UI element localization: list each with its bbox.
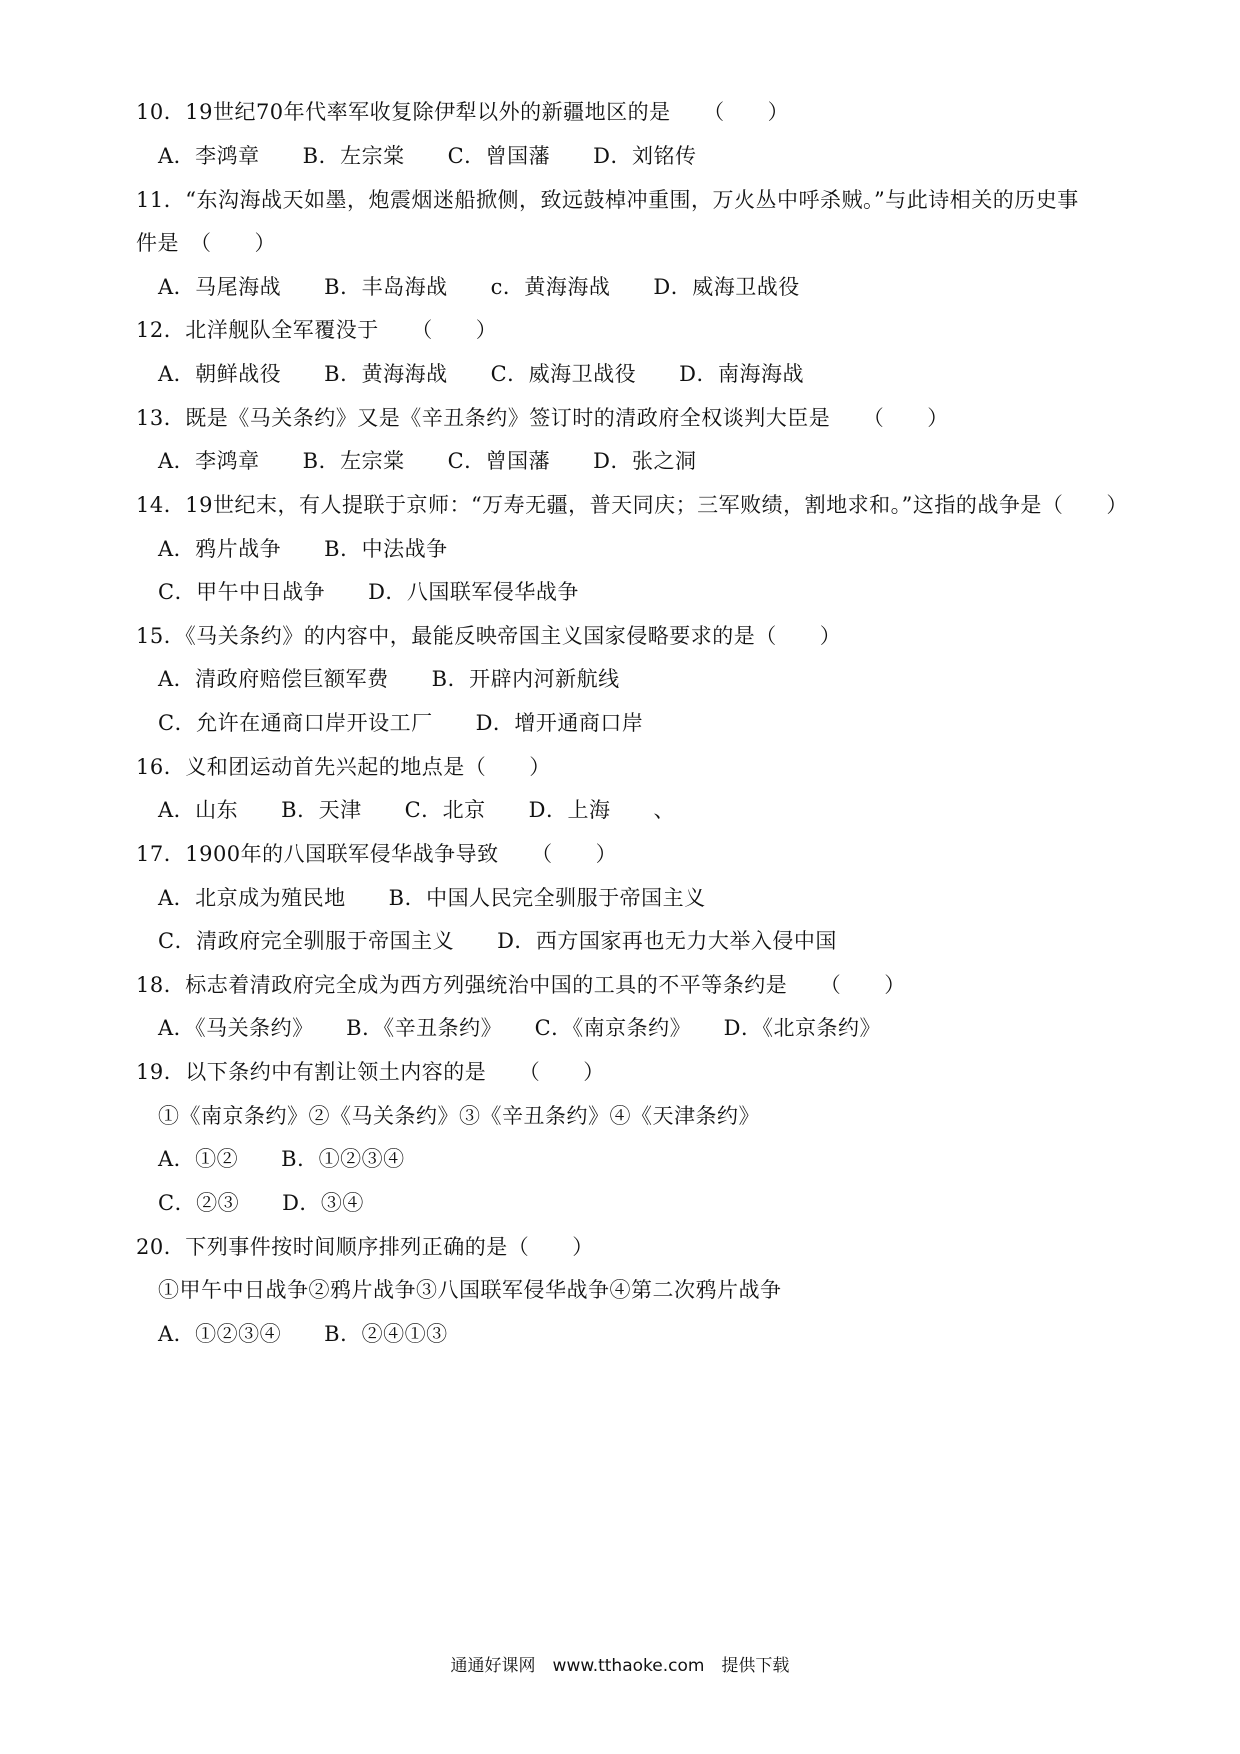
- question-11-options: A．马尾海战 B．丰岛海战 c．黄海海战 D．威海卫战役: [158, 275, 800, 299]
- question-15-options-2: C．允许在通商口岸开设工厂 D．增开通商口岸: [158, 711, 644, 735]
- question-18-stem: 18．标志着清政府完全成为西方列强统治中国的工具的不平等条约是 （ ）: [136, 973, 906, 997]
- question-11-stem: 11．“东沟海战天如墨，炮震烟迷船掀侧，致远鼓棹冲重围，万火丛中呼杀贼。”与此诗相关的历史事: [136, 188, 1079, 212]
- question-17-stem: 17．1900年的八国联军侵华战争导致 （ ）: [136, 842, 618, 866]
- question-12-stem: 12．北洋舰队全军覆没于 （ ）: [136, 318, 498, 342]
- question-19-options-1: A．①② B．①②③④: [158, 1147, 405, 1171]
- question-11-stem-cont: 件是 （ ）: [136, 231, 276, 255]
- question-12-options: A．朝鲜战役 B．黄海海战 C．威海卫战役 D．南海海战: [158, 362, 804, 386]
- question-10-options: A．李鸿章 B．左宗棠 C．曾国藩 D．刘铭传: [158, 144, 697, 168]
- question-16-stem: 16．义和团运动首先兴起的地点是（ ）: [136, 755, 551, 779]
- question-10-stem: 10．19世纪70年代率军收复除伊犁以外的新疆地区的是 （ ）: [136, 100, 790, 124]
- question-15-stem: 15．《马关条约》的内容中，最能反映帝国主义国家侵略要求的是（ ）: [136, 624, 842, 648]
- question-20-options: A．①②③④ B．②④①③: [158, 1322, 448, 1346]
- question-15-options-1: A．清政府赔偿巨额军费 B．开辟内河新航线: [158, 667, 620, 691]
- question-13-options: A．李鸿章 B．左宗棠 C．曾国藩 D．张之洞: [158, 449, 697, 473]
- question-20-items: ①甲午中日战争②鸦片战争③八国联军侵华战争④第二次鸦片战争: [158, 1278, 782, 1302]
- question-19-options-2: C．②③ D．③④: [158, 1191, 364, 1215]
- page-footer: 通通好课网 www.tthaoke.com 提供下载: [450, 1656, 790, 1676]
- question-17-options-2: C．清政府完全驯服于帝国主义 D．西方国家再也无力大举入侵中国: [158, 929, 837, 953]
- question-19-items: ①《南京条约》②《马关条约》③《辛丑条约》④《天津条约》: [158, 1104, 760, 1128]
- question-14-stem: 14．19世纪末，有人提联于京师：“万寿无疆，普天同庆；三军败绩，割地求和。”这指的战争是（ ）: [136, 493, 1128, 517]
- question-14-options-1: A．鸦片战争 B．中法战争: [158, 537, 448, 561]
- question-20-stem: 20．下列事件按时间顺序排列正确的是（ ）: [136, 1235, 594, 1259]
- question-13-stem: 13．既是《马关条约》又是《辛丑条约》签订时的清政府全权谈判大臣是 （ ）: [136, 406, 949, 430]
- question-14-options-2: C．甲午中日战争 D．八国联军侵华战争: [158, 580, 579, 604]
- question-17-options-1: A．北京成为殖民地 B．中国人民完全驯服于帝国主义: [158, 886, 706, 910]
- question-19-stem: 19．以下条约中有割让领土内容的是 （ ）: [136, 1060, 605, 1084]
- question-16-options: A．山东 B．天津 C．北京 D．上海 、: [158, 798, 676, 822]
- question-18-options: A．《马关条约》 B．《辛丑条约》 C．《南京条约》 D．《北京条约》: [158, 1016, 881, 1040]
